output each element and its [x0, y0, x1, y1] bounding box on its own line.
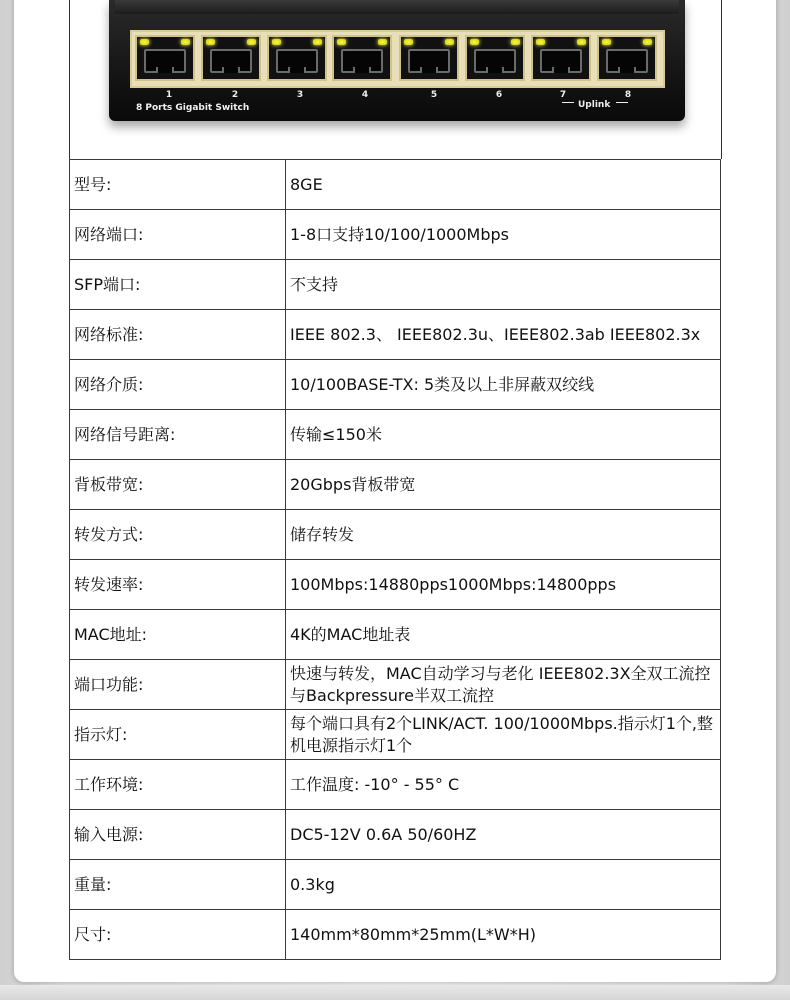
port-number: 1: [165, 90, 173, 100]
rj45-port-icon: [465, 35, 525, 81]
spec-row: [70, 310, 721, 360]
spec-row: [70, 510, 721, 560]
spec-value: 工作温度: -10° - 55° C: [286, 760, 721, 810]
spec-key: 网络介质:: [70, 360, 286, 410]
spec-value: 20Gbps背板带宽: [286, 460, 721, 510]
spec-key: 型号:: [70, 160, 286, 210]
rj45-port-icon: [267, 35, 327, 81]
port-number: 6: [495, 90, 503, 100]
rj45-port-icon: [531, 35, 591, 81]
spec-key: 输入电源:: [70, 810, 286, 860]
spec-row: [70, 360, 721, 410]
spec-row: [70, 760, 721, 810]
spec-value: 1-8口支持10/100/1000Mbps: [286, 210, 721, 260]
spec-value: 10/100BASE-TX: 5类及以上非屏蔽双绞线: [286, 360, 721, 410]
spec-value: 0.3kg: [286, 860, 721, 910]
port-number: 3: [296, 90, 304, 100]
bottom-strip: [0, 985, 790, 1000]
port-number: 4: [361, 90, 369, 100]
rj45-port-icon: [597, 35, 657, 81]
uplink-bracket: [616, 96, 628, 103]
spec-value: 快速与转发，MAC自动学习与老化 IEEE802.3X全双工流控与Backpressure半双工流控: [286, 660, 721, 710]
spec-key: 网络标准:: [70, 310, 286, 360]
port-number: 7: [559, 90, 567, 100]
spec-table: [69, 159, 721, 960]
spec-key: 网络信号距离:: [70, 410, 286, 460]
spec-value: 140mm*80mm*25mm(L*W*H): [286, 910, 721, 960]
spec-value: 传输≤150米: [286, 410, 721, 460]
spec-value: DC5-12V 0.6A 50/60HZ: [286, 810, 721, 860]
spec-row: [70, 210, 721, 260]
spec-key: MAC地址:: [70, 610, 286, 660]
rj45-port-icon: [135, 35, 195, 81]
spec-key: 转发方式:: [70, 510, 286, 560]
spec-value: 不支持: [286, 260, 721, 310]
spec-row: [70, 860, 721, 910]
spec-row: [70, 610, 721, 660]
spec-key: SFP端口:: [70, 260, 286, 310]
spec-key: 尺寸:: [70, 910, 286, 960]
port-number: 5: [430, 90, 438, 100]
rj45-port-icon: [399, 35, 459, 81]
spec-key: 背板带宽:: [70, 460, 286, 510]
spec-value: IEEE 802.3、 IEEE802.3u、IEEE802.3ab IEEE802.3x: [286, 310, 721, 360]
spec-key: 转发速率:: [70, 560, 286, 610]
spec-row: [70, 560, 721, 610]
spec-key: 工作环境:: [70, 760, 286, 810]
switch-model-label: 8 Ports Gigabit Switch: [136, 103, 250, 113]
spec-row: [70, 910, 721, 960]
spec-row: [70, 810, 721, 860]
spec-key: 指示灯:: [70, 710, 286, 760]
rj45-port-icon: [201, 35, 261, 81]
uplink-label: Uplink: [578, 100, 611, 110]
spec-value: 储存转发: [286, 510, 721, 560]
spec-row: [70, 660, 721, 710]
spec-row: [70, 410, 721, 460]
spec-key: 端口功能:: [70, 660, 286, 710]
spec-row: [70, 260, 721, 310]
port-panel: [130, 30, 665, 88]
spec-row: [70, 710, 721, 760]
rj45-port-icon: [332, 35, 392, 81]
spec-value: 100Mbps:14880pps1000Mbps:14800pps: [286, 560, 721, 610]
spec-value: 每个端口具有2个LINK/ACT. 100/1000Mbps.指示灯1个,整机电源指示灯1个: [286, 710, 721, 760]
spec-row: [70, 460, 721, 510]
uplink-bracket: [562, 96, 574, 103]
spec-key: 重量:: [70, 860, 286, 910]
spec-value: 4K的MAC地址表: [286, 610, 721, 660]
product-image-box: [69, 0, 722, 159]
spec-row: [70, 160, 721, 210]
switch-top-edge: [115, 0, 679, 14]
spec-key: 网络端口:: [70, 210, 286, 260]
port-number: 8: [624, 90, 632, 100]
switch-image: [109, 0, 685, 121]
port-number: 2: [231, 90, 239, 100]
spec-value: 8GE: [286, 160, 721, 210]
